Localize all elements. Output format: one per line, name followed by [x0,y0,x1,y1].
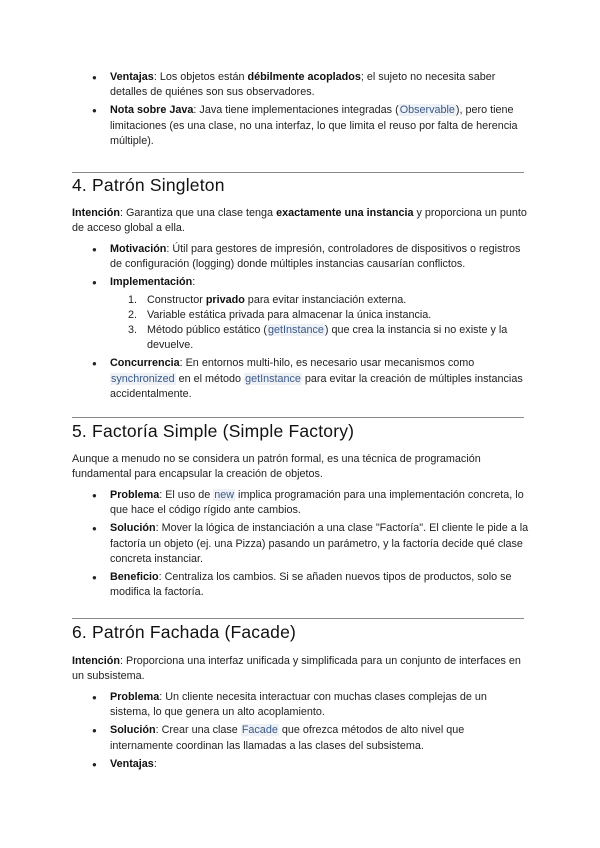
list-item-nota-java: ● Nota sobre Java: Java tiene implementaciones integradas (Observable), pero tiene limitaciones (es una clase, no una interfaz, lo que limita el reuso por falta de herencia múltiple). [90,103,530,149]
code-getinstance: getInstance [245,372,301,385]
paragraph-factory-intro: Aunque a menudo no se considera un patrón formal, es una técnica de programación fundamental para encapsular la creación de objetos. [72,453,481,481]
section-title-factory: 5. Factoría Simple (Simple Factory) [72,421,355,441]
section-title-singleton: 4. Patrón Singleton [72,175,225,195]
code-getinstance: getInstance [268,324,324,337]
code-observable: Observable [399,104,455,117]
section-title-facade: 6. Patrón Fachada (Facade) [72,622,297,642]
list-item-beneficio: ● Beneficio: Centraliza los cambios. Si se añaden nuevos tipos de productos, solo se modifica la factoría. [90,570,530,600]
list-item-ventajas: ● Ventajas: Los objetos están débilmente acoplados; el sujeto no necesita saber detalles de quiénes son sus observadores. [90,70,530,100]
step-item: 3. Método público estático (getInstance) que crea la instancia si no existe y la devuelve. [128,324,508,352]
list-item-solucion: ● Solución: Mover la lógica de instanciación a una clase "Factoría". El cliente le pide a la factoría un objeto (ej. una Pizza) pasando un parámetro, y la factoría decide qué clase concreta instanciar. [90,521,530,567]
list-item-problema: ● Problema: Un cliente necesita interactuar con muchas clases complejas de un sistema, lo que genera un alto acoplamiento. [90,690,530,720]
list-item-solucion: ● Solución: Crear una clase Facade que ofrezca métodos de alto nivel que internamente coordinan las llamadas a las clases del subsistema. [90,723,530,753]
step-item: 1. Constructor privado para evitar instanciación externa. [128,293,407,306]
observer-bullet-list [90,70,530,152]
factory-bullet-list [90,488,530,603]
step-item: 2. Variable estática privada para almacenar la única instancia. [128,308,432,321]
list-item-motivacion: ● Motivación: Útil para gestores de impresión, controladores de dispositivos o registros de configuración (logging) donde múltiples instancias causarían conflictos. [90,242,530,272]
section-divider [72,172,524,173]
section-divider [72,618,524,619]
facade-bullet-list [90,690,530,775]
code-synchronized: synchronized [111,372,175,385]
list-item-ventajas: ● Ventajas: [90,757,530,772]
singleton-bullet-list [90,242,530,405]
list-item-concurrencia: ● Concurrencia: En entornos multi-hilo, es necesario usar mecanismos como synchronized en el método getInstance para evitar la creación de múltiples instancias accidentalmente. [90,356,530,402]
list-item-problema: ● Problema: El uso de new implica programación para una implementación concreta, lo que hace el código rígido ante cambios. [90,488,530,518]
code-facade: Facade [241,724,278,737]
paragraph-intencion-singleton: Intención: Garantiza que una clase tenga exactamente una instancia y proporciona un punto de acceso global a ella. [72,207,527,235]
section-divider [72,417,524,418]
paragraph-intencion-facade: Intención: Proporciona una interfaz unificada y simplificada para un conjunto de interfaces en un subsistema. [72,655,521,683]
list-item-implementacion: ● Implementación: 1. Constructor privado para evitar instanciación externa. 2. Variable estática privada para almacenar la única instancia. 3. Método público estático (getInstance) que crea la instancia si no existe y la devuelve. [90,275,530,353]
implementation-steps [110,293,530,354]
code-new: new [214,489,235,501]
